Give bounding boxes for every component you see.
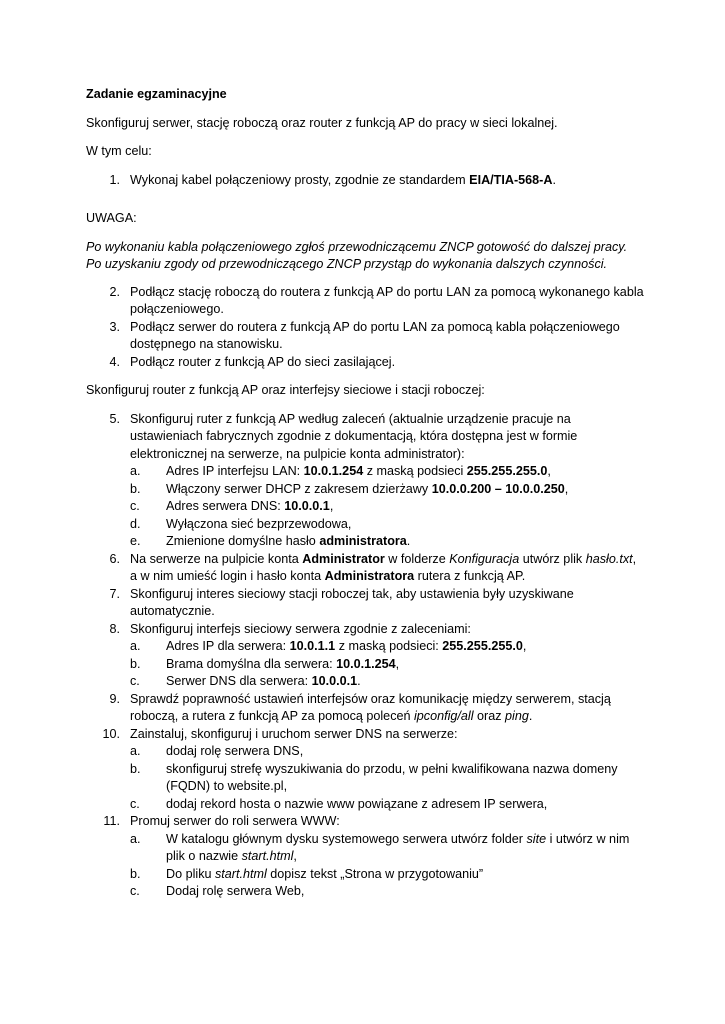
sub-item-11c: c. Dodaj rolę serwera Web, [130,884,305,898]
list-item-1: 1. Wykonaj kabel połączeniowy prosty, zgodnie ze standardem EIA/TIA-568-A. [86,172,645,190]
list-item-11: 11. Promuj serwer do roli serwera WWW: [103,814,340,828]
purpose-paragraph: W tym celu: [86,144,152,158]
sub-item-8c: c. Serwer DNS dla serwera: 10.0.0.1. [130,674,361,688]
sub-item-5d: d. Wyłączona sieć bezprzewodowa, [130,516,352,531]
task-list-part3 [86,411,645,901]
document-title: Zadanie egzaminacyjne [86,87,227,101]
sub-item-10c: c. dodaj rekord hosta o nazwie www powiązane z adresem IP serwera, [130,796,548,811]
list-item-9: 9. Sprawdź poprawność ustawień interfejsów oraz komunikację między serwerem, stacją roboczą, a rutera z funkcją AP za pomocą poleceń ipconfig/all oraz ping. [109,691,611,723]
list-item-8: 8. Skonfiguruj interfejs sieciowy serwera zgodnie z zaleceniami: [109,621,471,636]
item-number: 1. [109,172,120,187]
task-list-part1 [86,172,645,190]
intro-paragraph: Skonfiguruj serwer, stację roboczą oraz router z funkcją AP do pracy w sieci lokalnej. [86,115,558,130]
warning-label: UWAGA: [86,211,137,225]
list-item-4: 4. Podłącz router z funkcją AP do sieci zasilającej. [109,354,396,369]
sub-item-11a: a. W katalogu głównym dysku systemowego serwera utwórz folder site i utwórz w nim plik o nazwie start.html, [130,831,630,863]
sub-item-10b: b. skonfiguruj strefę wyszukiwania do przodu, w pełni kwalifikowana nazwa domeny (FQDN) to website.pl, [130,761,618,793]
sub-item-5a: a. Adres IP interfejsu LAN: 10.0.1.254 z maską podsieci 255.255.255.0, [130,464,551,478]
sub-item-8a: a. Adres IP dla serwera: 10.0.1.1 z maską podsieci: 255.255.255.0, [130,639,527,653]
list-item-5: 5. Skonfiguruj ruter z funkcją AP według zaleceń (aktualnie urządzenie pracuje na ustawieniach fabrycznych zgodnie z dokumentacją, która dostępna jest w formie elektronicznej na serwerze, na pulpicie konta administrator): [109,411,578,461]
list-item-7: 7. Skonfiguruj interes sieciowy stacji roboczej tak, aby ustawienia były uzyskiwane automatycznie. [109,586,574,618]
warning-text: Po wykonaniu kabla połączeniowego zgłoś przewodniczącemu ZNCP gotowość do dalszej pracy. Po uzyskaniu zgody od przewodniczącego ZNCP przystąp do wykonania dalszych czynności. [86,239,628,271]
sub-item-10a: a. dodaj rolę serwera DNS, [130,744,304,758]
sub-item-11b: b. Do pliku start.html dopisz tekst „Strona w przygotowaniu” [130,866,484,881]
sub-item-8b: b. Brama domyślna dla serwera: 10.0.1.254, [130,656,400,671]
list-item-6: 6. Na serwerze na pulpicie konta Administrator w folderze Konfiguracja utwórz plik hasło.txt, a w nim umieść login i hasło konta Administratora rutera z funkcją AP. [109,551,637,583]
sub-item-5e: e. Zmienione domyślne hasło administratora. [130,534,411,548]
section-intro: Skonfiguruj router z funkcją AP oraz interfejsy sieciowe i stacji roboczej: [86,383,485,397]
list-item-10: 10. Zainstaluj, skonfiguruj i uruchom serwer DNS na serwerze: [102,726,458,741]
sub-item-5b: b. Włączony serwer DHCP z zakresem dzierżawy 10.0.0.200 – 10.0.0.250, [130,481,569,496]
list-item-2: 2. Podłącz stację roboczą do routera z funkcją AP do portu LAN za pomocą wykonanego kabla połączeniowego. [109,284,644,316]
sub-item-5c: c. Adres serwera DNS: 10.0.0.1, [130,499,334,513]
list-item-3: 3. Podłącz serwer do routera z funkcją AP do portu LAN za pomocą kabla połączeniowego dostępnego na stanowisku. [109,319,620,351]
task-list-part2 [86,284,645,372]
